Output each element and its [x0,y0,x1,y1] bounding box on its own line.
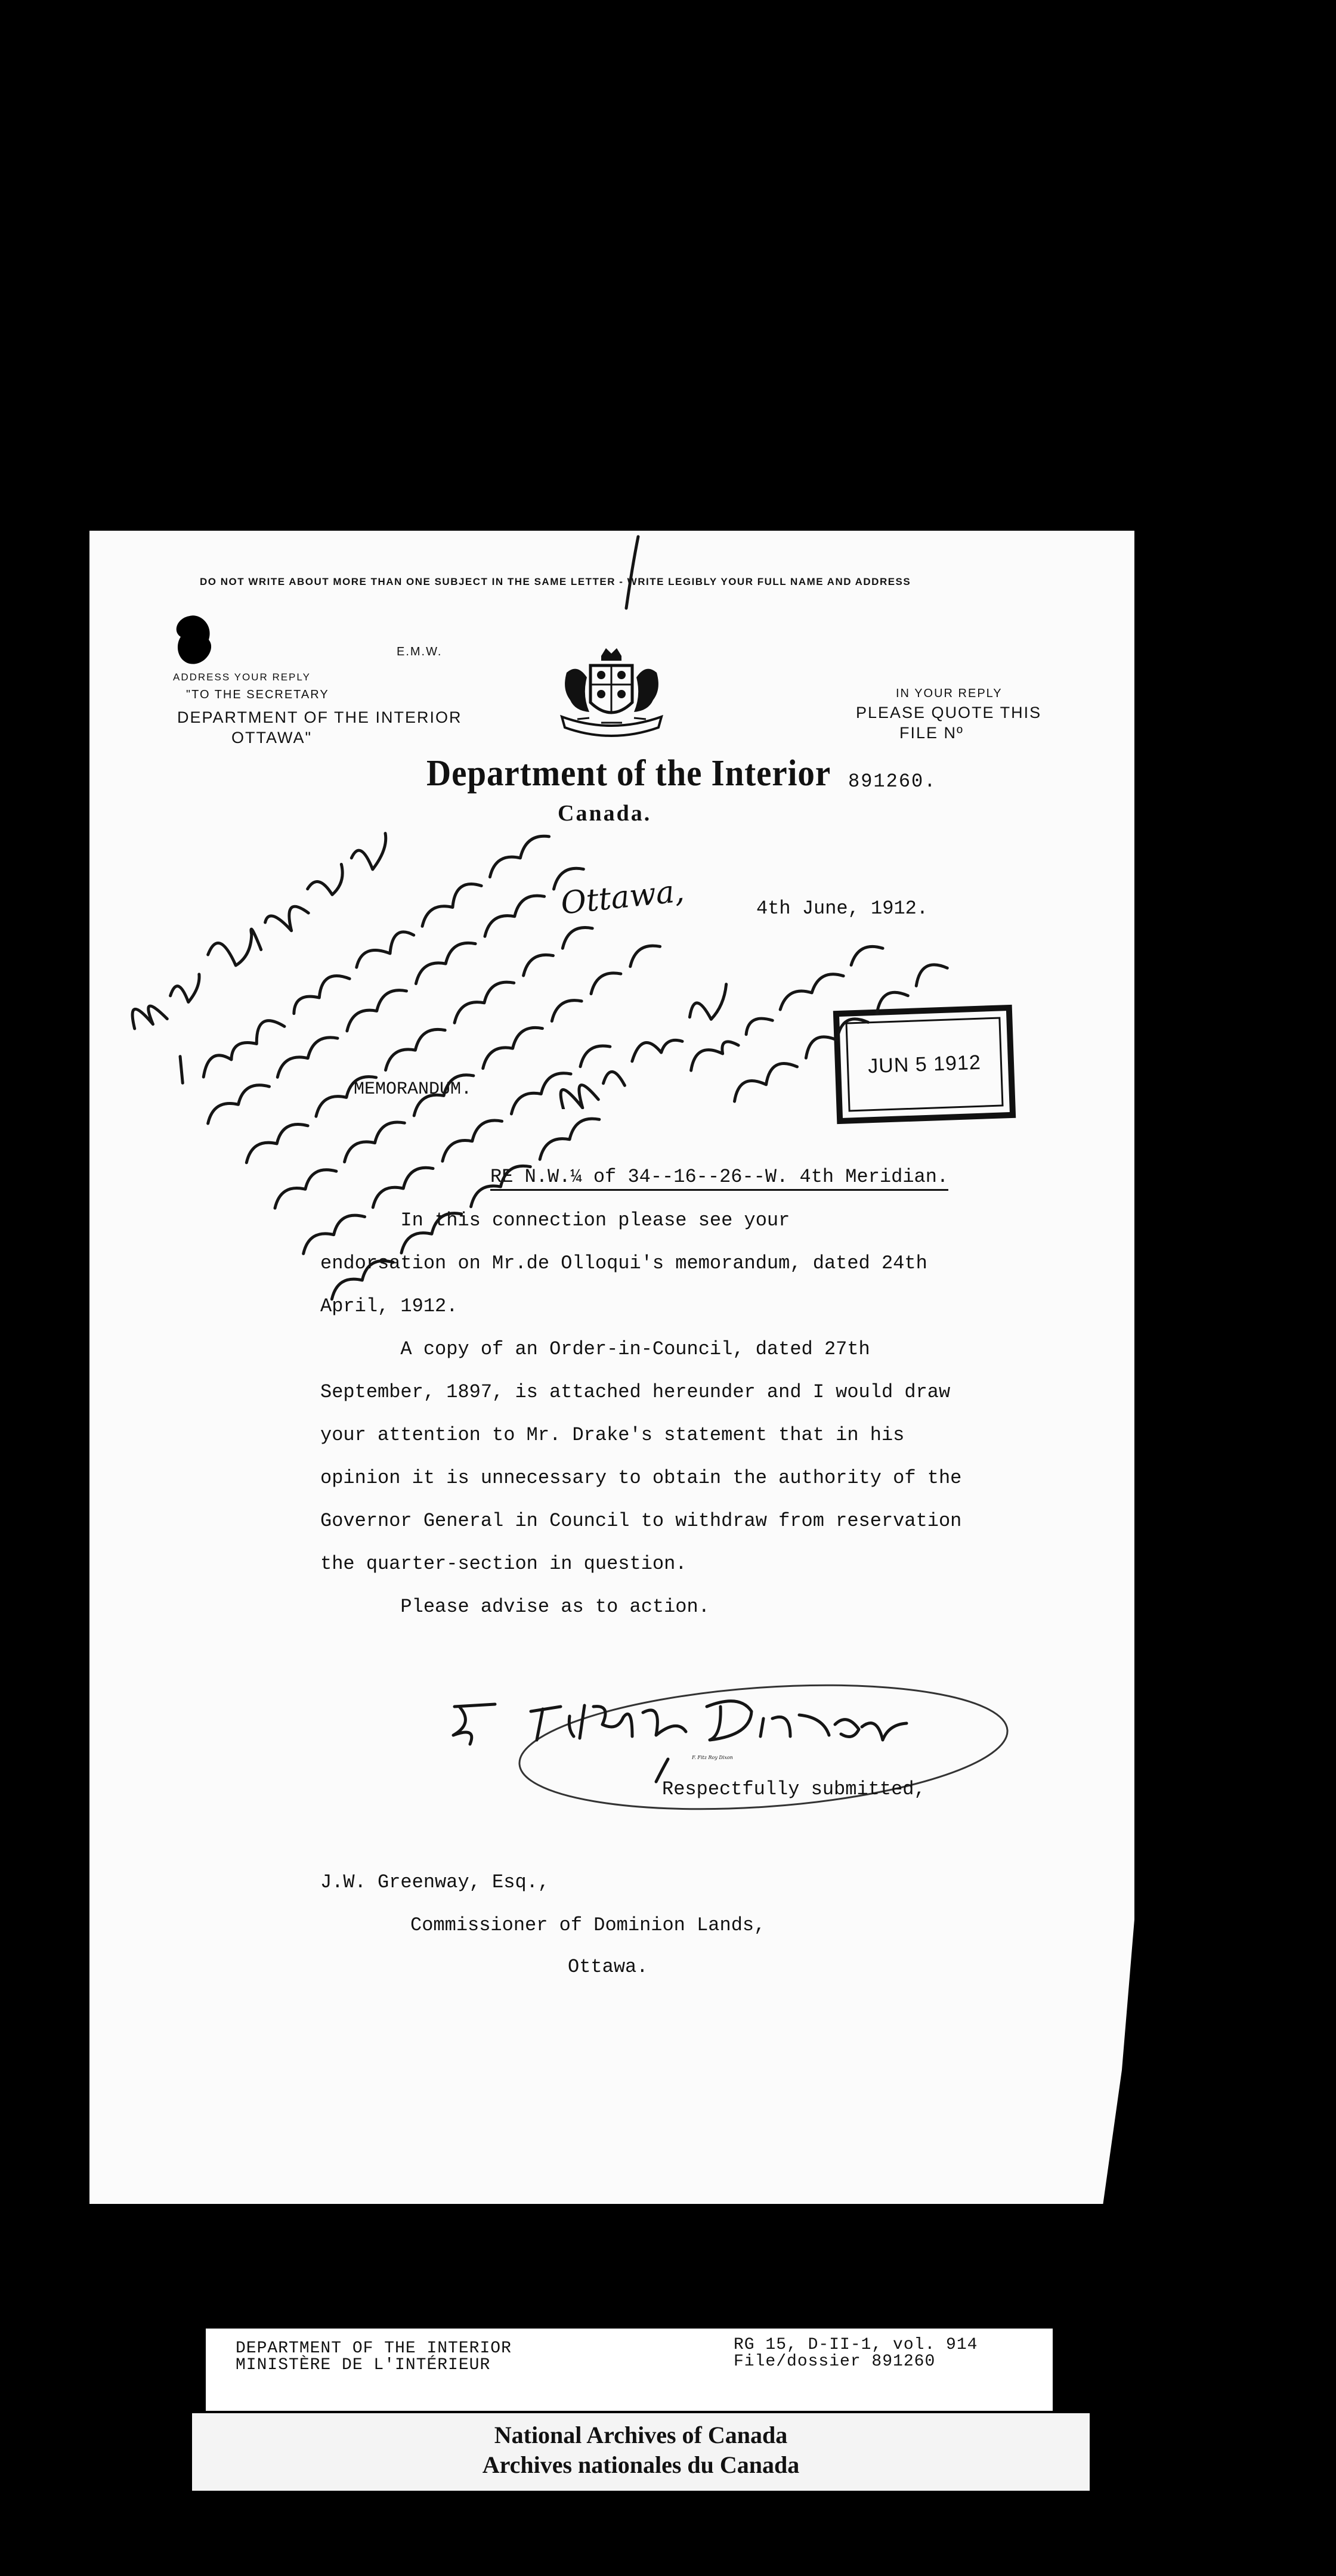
letterhead-department: DEPARTMENT OF THE INTERIOR [177,708,462,726]
file-number: 891260. [848,770,937,792]
archives-banner [192,2411,1090,2491]
handwritten-right-note [501,859,996,1109]
city-script: Ottawa, [559,873,686,922]
in-your-reply: IN YOUR REPLY [896,687,1003,700]
please-quote: PLEASE QUOTE THIS [856,704,1042,722]
body-line: endorsation on Mr.de Olloqui's memorandum, dated 24th [320,1252,927,1274]
pen-stroke [590,531,662,620]
archive-dept-en: DEPARTMENT OF THE INTERIOR [236,2339,512,2358]
addressee-title: Commissioner of Dominion Lands, [410,1914,766,1936]
body-line: Governor General in Council to withdraw from reservation [320,1510,962,1532]
archive-reference: RG 15, D-II-1, vol. 914 [734,2336,978,2354]
body-line: April, 1912. [320,1295,458,1317]
department-title: Department of the Interior [426,753,831,794]
body-line: opinion it is unnecessary to obtain the authority of the [320,1467,962,1489]
stamp-text: JUN 5 1912 [845,1017,1003,1112]
closing-line: Respectfully submitted, [662,1778,926,1800]
file-no-label: FILE Nº [899,724,964,742]
signature-text: F. Fitz Roy Dixon [692,1755,733,1760]
letterhead-banner: DO NOT WRITE ABOUT MORE THAN ONE SUBJECT IN THE SAME LETTER - WRITE LEGIBLY YOUR FULL NAME AND ADDRESS [200,576,911,587]
address-your-reply: ADDRESS YOUR REPLY [173,671,311,683]
addressee-name: J.W. Greenway, Esq., [320,1871,550,1893]
signature [441,1670,1038,1831]
letter-date: 4th June, 1912. [756,897,929,919]
archives-name-fr: Archives nationales du Canada [482,2451,800,2478]
memorandum-label: MEMORANDUM. [354,1079,472,1100]
body-line: Please advise as to action. [320,1596,710,1618]
initials-line: E.M.W. [397,645,443,658]
body-line: your attention to Mr. Drake's statement that in his [320,1424,905,1446]
body-line: A copy of an Order-in-Council, dated 27th [320,1338,870,1360]
archive-dept-fr: MINISTÈRE DE L'INTÉRIEUR [236,2356,491,2374]
addressee-city: Ottawa. [568,1956,648,1978]
archives-name-en: National Archives of Canada [494,2422,788,2448]
archive-file: File/dossier 891260 [734,2352,936,2371]
subject-line: RE N.W.¼ of 34--16--26--W. 4th Meridian. [490,1166,948,1191]
department-subtitle: Canada. [558,801,652,826]
body-line: September, 1897, is attached hereunder and I would draw [320,1381,951,1403]
letterhead-city: OTTAWA" [231,729,313,747]
body-line: In this connection please see your [320,1209,790,1231]
body-line: the quarter-section in question. [320,1553,687,1575]
to-the-secretary: "TO THE SECRETARY [186,688,329,701]
